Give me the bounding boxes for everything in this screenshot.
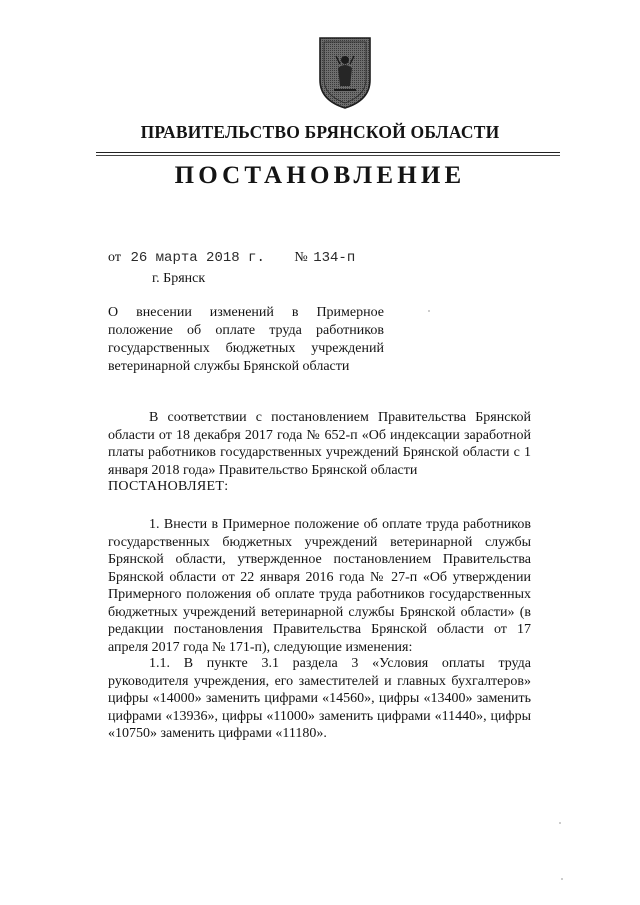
document-date: 26 марта 2018 г. [130, 250, 265, 266]
number-prefix: № [294, 250, 308, 265]
city: г. Брянск [152, 271, 206, 286]
clause-1-1: 1.1. В пункте 3.1 раздела 3 «Условия оплаты труда руководителя учреждения, его заместителей и главных бухгалтеров» цифры «14000» заменить цифрами «14560», цифры «13400» заменить цифрами «13936», цифры «11000» заменить цифрами «11440», цифры «10750» заменить цифрами «11180». [108, 656, 531, 741]
clause-1: 1. Внести в Примерное положение об оплате труда работников государственных бюджетных учреждений ветеринарной службы Брянской области, утвержденное постановлением Правительства Брянской области от 22 января 2016 года № 27-п «Об утверждении Примерного положения об оплате труда работников государственных бюджетных учреждений ветеринарной службы Брянской области» (в редакции постановления Правительства Брянской области от 17 апреля 2017 года № 171-п), следующие изменения: [108, 517, 531, 655]
resolves-heading: ПОСТАНОВЛЯЕТ: [108, 479, 229, 494]
document-type-title: ПОСТАНОВЛЕНИЕ [174, 162, 466, 189]
document-number: 134-п [313, 250, 356, 266]
date-number-line [108, 250, 355, 266]
date-prefix: от [108, 250, 121, 265]
header-divider [96, 152, 560, 153]
coat-of-arms-emblem [316, 34, 374, 110]
organization-name: ПРАВИТЕЛЬСТВО БРЯНСКОЙ ОБЛАСТИ [140, 122, 500, 142]
scan-speck [561, 878, 563, 880]
scan-speck [428, 310, 430, 312]
document-subject: О внесении изменений в Примерное положение об оплате труда работников государственных бюджетных учреждений ветеринарной службы Брянской области [108, 305, 384, 374]
header-divider-thin [96, 155, 560, 156]
scan-speck [559, 822, 561, 824]
preamble-paragraph: В соответствии с постановлением Правительства Брянской области от 18 декабря 2017 года № 652-п «Об индексации заработной платы работников государственных учреждений Брянской области с 1 января 2018 года» Правительство Брянской области [108, 410, 531, 478]
